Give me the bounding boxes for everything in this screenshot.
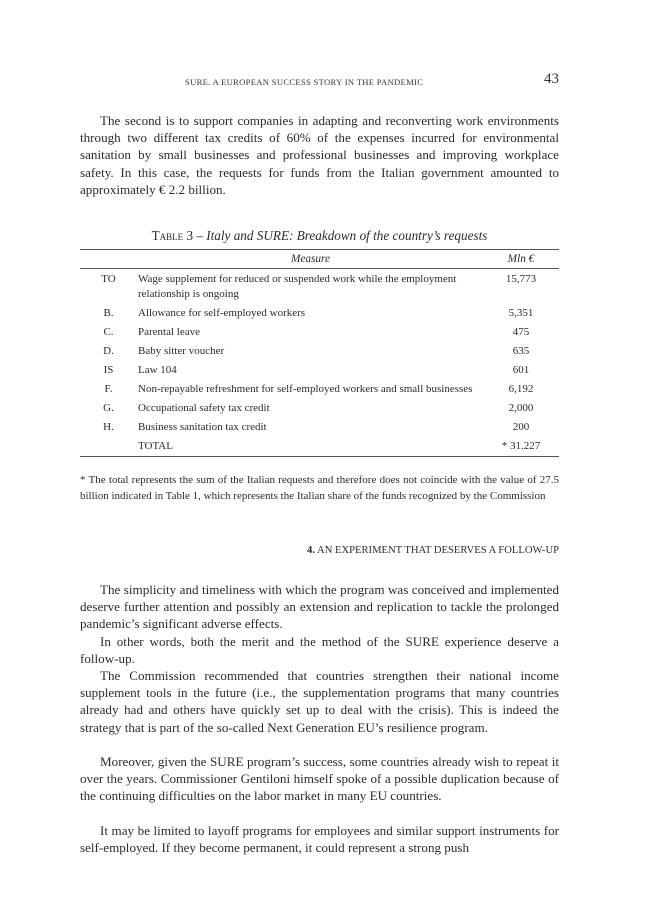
header-value: Mln €	[483, 250, 559, 269]
total-value: * 31.227	[483, 437, 559, 457]
header-code	[80, 250, 137, 269]
body-paragraph: It may be limited to layoff programs for employees and similar support instruments for self-employed. If they become permanent, it could represent a strong push	[80, 823, 559, 856]
section-number: 4.	[307, 545, 315, 556]
row-measure: Occupational safety tax credit	[138, 402, 270, 414]
table-row	[80, 380, 559, 399]
row-code: TO	[101, 273, 116, 285]
table-row	[80, 399, 559, 418]
section-heading	[307, 545, 559, 556]
body-paragraph: The simplicity and timeliness with which the program was conceived and implemented deserve further attention and possibly an extension and replication to tackle the prolonged pandemic’s significant adverse effects.	[80, 582, 559, 632]
header-measure: Measure	[137, 250, 483, 269]
table-caption-dash: –	[193, 228, 207, 243]
row-measure: Law 104	[138, 364, 177, 376]
table-row	[80, 361, 559, 380]
table-row	[80, 342, 559, 361]
row-code: D.	[103, 345, 114, 357]
table-caption-title: Italy and SURE: Breakdown of the country’s requests	[206, 228, 488, 243]
intro-paragraph: The second is to support companies in adapting and reconverting work environments through two different tax credits of 60% of the expenses incurred for environmental sanitation by small businesses and professional businesses and improving workplace safety. In this case, the requests for funds from the Italian government amounted to approximately € 2.2 billion.	[80, 113, 559, 197]
row-value: 475	[512, 326, 530, 338]
running-head	[80, 71, 559, 91]
requests-table	[80, 249, 559, 457]
row-value: 601	[512, 364, 530, 376]
row-measure: Allowance for self-employed workers	[138, 307, 306, 319]
table-row	[80, 269, 559, 305]
body-paragraph: The Commission recommended that countries strengthen their national income supplement tools in the future (i.e., the supplementation programs that many countries already had and others have quickly set up to deal with the crisis). This is indeed the strategy that is part of the so-called Next Generation EU’s resilience program.	[80, 668, 559, 735]
row-measure: Business sanitation tax credit	[138, 421, 267, 433]
row-value: 200	[512, 421, 530, 433]
row-code: H.	[103, 421, 114, 433]
body-paragraph: Moreover, given the SURE program’s success, some countries already wish to repeat it over the years. Commissioner Gentiloni himself spoke of a possible duplication because of the continuing difficulties on the labor market in many EU countries.	[80, 754, 559, 804]
row-measure: Parental leave	[138, 326, 200, 338]
total-code	[80, 437, 137, 457]
table-footnote: * The total represents the sum of the Italian requests and therefore does not coincide with the value of 27.5 billion indicated in Table 1, which represents the Italian share of the funds recognized by the Commission	[80, 474, 559, 502]
row-value: 6,192	[508, 383, 534, 395]
table-row	[80, 304, 559, 323]
table-row	[80, 323, 559, 342]
row-code: F.	[104, 383, 113, 395]
table-caption-label: Table 3	[151, 228, 194, 243]
total-label: TOTAL	[137, 437, 483, 457]
row-code: C.	[103, 326, 114, 338]
section-title: AN EXPERIMENT THAT DESERVES A FOLLOW-UP	[314, 545, 559, 556]
row-measure: Baby sitter voucher	[138, 345, 225, 357]
row-value: 635	[512, 345, 530, 357]
row-code: B.	[103, 307, 114, 319]
row-measure: Wage supplement for reduced or suspended work while the employment relationship is ongoing	[138, 273, 457, 300]
row-code: G.	[103, 402, 114, 414]
running-title: SURE. A EUROPEAN SUCCESS STORY IN THE PANDEMIC	[185, 77, 424, 87]
row-code: IS	[103, 364, 114, 376]
page-number: 43	[544, 71, 559, 87]
table-header-row	[80, 250, 559, 269]
table-row	[80, 418, 559, 437]
row-value: 15,773	[505, 273, 537, 285]
body-paragraph: In other words, both the merit and the method of the SURE experience deserve a follow-up.	[80, 634, 559, 667]
table-total-row	[80, 437, 559, 457]
row-value: 5,351	[508, 307, 534, 319]
table-caption	[80, 228, 559, 244]
row-measure: Non-repayable refreshment for self-employed workers and small businesses	[138, 383, 473, 395]
row-value: 2,000	[508, 402, 534, 414]
